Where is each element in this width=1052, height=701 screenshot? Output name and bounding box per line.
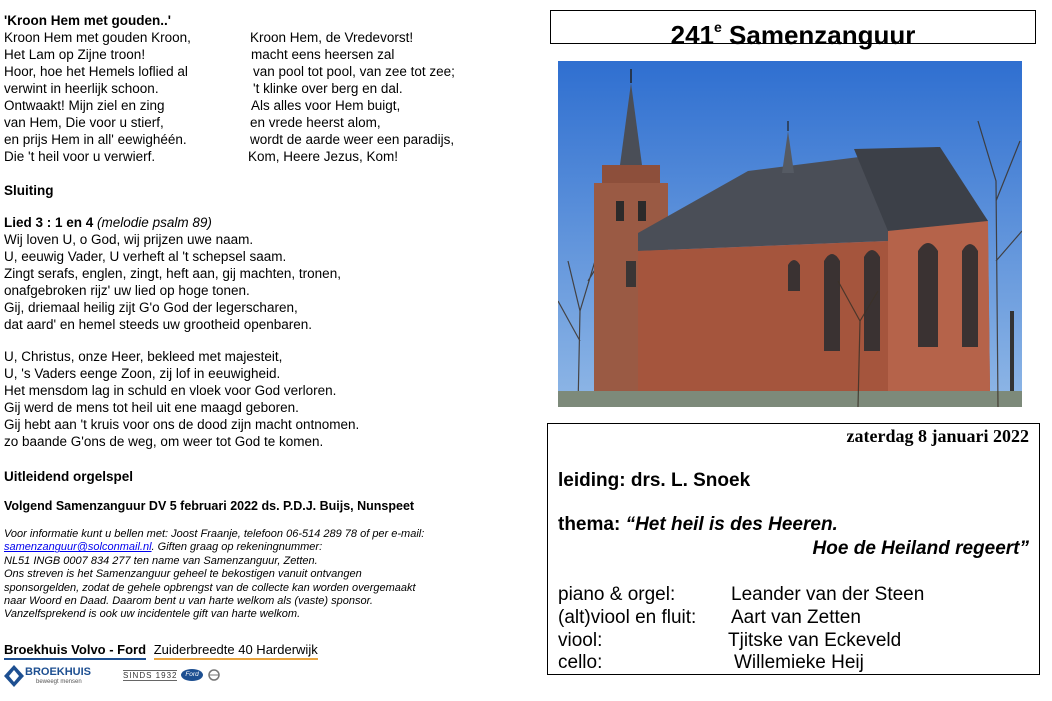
info-line-email [4, 541, 424, 554]
verse-line: Ontwaakt! Mijn ziel en zing [4, 98, 165, 113]
verse-line: 't klinke over berg en dal. [253, 81, 403, 96]
info-line: sponsorgelden, zodat de gehele opbrengst van de collecte kan worden overgemaakt [4, 581, 416, 594]
closing-song-melody: (melodie psalm 89) [97, 215, 212, 230]
email-link[interactable]: samenzanguur@solconmail.nl [4, 541, 152, 554]
event-name: Samenzanguur [721, 20, 916, 50]
verse-line: zo baande G'ons de weg, om weer tot God te komen. [4, 434, 324, 449]
musician-role: viool: [558, 630, 603, 651]
verse-line: van pool tot pool, van zee tot zee; [253, 64, 455, 79]
song-verse-right [250, 29, 455, 165]
leader-name: drs. L. Snoek [630, 470, 751, 491]
verse-line: U, Christus, onze Heer, bekleed met majesteit, [4, 349, 283, 364]
musician-name: Willemieke Heij [734, 652, 864, 673]
verse-line: U, 's Vaders eenge Zoon, zij lof in eeuwigheid. [4, 366, 281, 381]
verse-line: Als alles voor Hem buigt, [251, 98, 401, 113]
musician-name: Leander van der Steen [731, 584, 925, 605]
verse-line: Kroon Hem met gouden Kroon, [4, 30, 191, 45]
musician-name: Aart van Zetten [731, 607, 861, 628]
song-verse-left [4, 29, 191, 165]
musician-row [558, 652, 864, 674]
verse-line: Het Lam op Zijne troon! [4, 47, 146, 62]
verse-line: dat aard' en hemel steeds uw grootheid openbaren. [4, 317, 313, 332]
sponsor-name: Broekhuis Volvo - Ford [4, 642, 146, 660]
verse-line: Kom, Heere Jezus, Kom! [248, 149, 399, 164]
musician-row [558, 584, 925, 606]
verse-line: Het mensdom lag in schuld en vloek voor God verloren. [4, 383, 337, 398]
info-line: Vanzelfsprekend is ook uw incidentele gift van harte welkom. [4, 608, 301, 621]
verse-line: Kroon Hem, de Vredevorst! [250, 30, 414, 45]
verse-line: van Hem, Die voor u stierf, [4, 115, 164, 130]
musician-name: Tjitske van Eckeveld [728, 630, 902, 651]
leader-label: leiding: [558, 470, 626, 491]
info-text: . Giften graag op rekeningnummer: [151, 541, 323, 554]
church-illustration [558, 61, 1022, 407]
event-date: zaterdag 8 januari 2022 [846, 426, 1029, 446]
verse-line: U, eeuwig Vader, U verheft al 't schepsel saam. [4, 249, 287, 264]
broekhuis-logo-text: BROEKHUIS [25, 666, 92, 678]
event-details [547, 423, 1040, 675]
closing-verse-1 [4, 231, 341, 333]
sponsor-address: Zuiderbreedte 40 Harderwijk [154, 642, 318, 660]
page-title [550, 10, 1036, 50]
verse-line: wordt de aarde weer een paradijs, [250, 132, 455, 147]
church-photo [558, 61, 1022, 407]
verse-line: Gij werd de mens tot heil uit ene maagd geboren. [4, 400, 299, 415]
closing-heading: Sluiting [4, 183, 54, 198]
verse-line: en prijs Hem in all' eewighéén. [4, 132, 187, 147]
verse-line: Hoor, hoe het Hemels loflied al [4, 64, 188, 79]
verse-line: Wij loven U, o God, wij prijzen uwe naam. [4, 232, 254, 247]
musician-row [558, 630, 902, 652]
event-number-suffix: e [714, 19, 722, 35]
info-line: Voor informatie kunt u bellen met: Joost Fraanje, telefoon 06-514 289 78 of per e-mail: [4, 528, 425, 540]
broekhuis-logo-icon [3, 664, 25, 688]
song-title: 'Kroon Hem met gouden..' [4, 13, 171, 28]
verse-line: onafgebroken rijz' uw lied op hoge tonen. [4, 283, 250, 298]
since-label: SINDS 1932 [123, 671, 178, 680]
ford-logo: Ford [181, 669, 203, 681]
verse-line: Die 't heil voor u verwierf. [4, 149, 156, 164]
next-session: Volgend Samenzanguur DV 5 februari 2022 ds. P.D.J. Buijs, Nunspeet [4, 499, 415, 513]
verse-line: macht eens heersen zal [251, 47, 395, 62]
info-line: Ons streven is het Samenzanguur geheel te bekostigen vanuit ontvangen [4, 568, 362, 581]
closing-verse-2 [4, 348, 359, 450]
event-number: 241 [670, 20, 714, 50]
musician-role: (alt)viool en fluit: [558, 607, 697, 628]
event-leader [558, 470, 750, 492]
verse-line: Gij, driemaal heilig zijt G'o God der legerscharen, [4, 300, 298, 315]
verse-line: Gij hebt aan 't kruis voor ons de dood zijn macht ontnomen. [4, 417, 360, 432]
organ-heading: Uitleidend orgelspel [4, 469, 134, 484]
sponsor-logos [3, 664, 343, 690]
verse-line: en vrede heerst alom, [250, 115, 381, 130]
sponsor-line [4, 642, 318, 657]
info-line: naar Woord en Daad. Daarom bent u van harte welkom als (vaste) sponsor. [4, 595, 373, 608]
musician-role: piano & orgel: [558, 584, 676, 605]
theme-line-1: “Het heil is des Heeren. [625, 514, 838, 535]
info-line: NL51 INGB 0007 834 277 ten name van Samenzanguur, Zetten. [4, 554, 318, 567]
musician-role: cello: [558, 652, 603, 673]
musician-row [558, 607, 861, 629]
closing-song-label: Lied 3 : 1 en 4 [4, 215, 94, 230]
broekhuis-logo-sub: beweegt mensen [36, 679, 82, 685]
closing-song-header [4, 214, 212, 231]
theme-line-2: Hoe de Heiland regeert” [812, 538, 1029, 559]
verse-line: verwint in heerlijk schoon. [4, 81, 159, 96]
info-block [4, 528, 424, 622]
theme-label: thema: [558, 514, 621, 535]
volvo-logo-icon [207, 668, 221, 682]
verse-line: Zingt serafs, englen, zingt, heft aan, gij machten, tronen, [4, 266, 341, 281]
event-theme [558, 514, 838, 536]
